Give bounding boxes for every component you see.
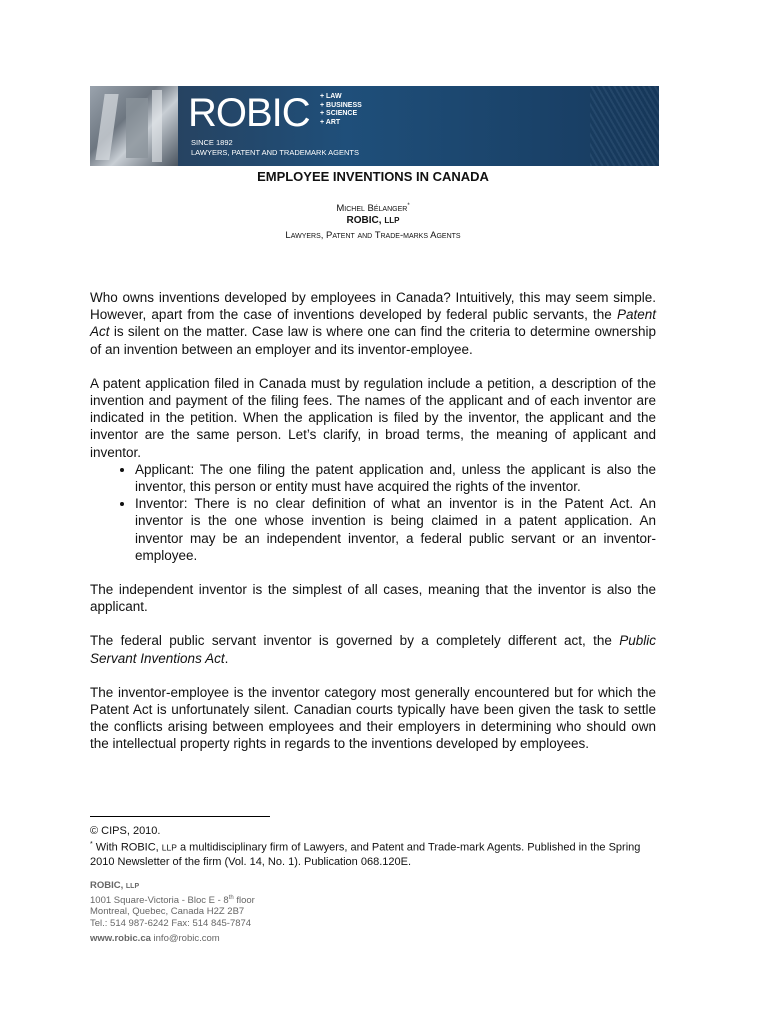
copyright-note: © CIPS, 2010.	[90, 825, 161, 837]
agents-text: LAWYERS, PATENT AND TRADEMARK AGENTS	[191, 148, 359, 157]
banner-photo	[90, 86, 178, 166]
paragraph-3: The independent inventor is the simplest of all cases, meaning that the inventor is also the applicant.	[90, 582, 656, 615]
author-name: Michel Bélanger	[336, 203, 408, 215]
tag-art: + ART	[320, 118, 341, 126]
since-text: SINCE 1892	[191, 138, 233, 147]
address-firm-name: ROBIC, LLP	[90, 880, 140, 891]
list-item: • Inventor: There is no clear definition of what an inventor is in the Patent Act. An inventor is the one whose invention is being claimed in a patent application. An inventor may be an independent inventor, a federal public servant or an inventor-employee.	[135, 495, 656, 564]
paragraph-4: The federal public servant inventor is governed by a completely different act, the Public Servant Inventions Act.	[90, 633, 656, 666]
firm-line	[0, 215, 746, 226]
address-links	[90, 933, 390, 945]
firm-name: ROBIC,	[346, 215, 382, 226]
address-line-1: 1001 Square-Victoria - Bloc E - 8th floor	[90, 894, 255, 906]
author-footnote-mark: *	[407, 203, 410, 209]
author-line	[0, 203, 746, 214]
banner-texture	[590, 86, 659, 166]
tag-business: + BUSINESS	[320, 101, 362, 109]
tag-science: + SCIENCE	[320, 110, 358, 117]
public-servant-act-emphasis: Public Servant Inventions Act	[90, 633, 656, 666]
document-title: EMPLOYEE INVENTIONS IN CANADA	[257, 169, 489, 184]
list-item: • Applicant: The one filing the patent application and, unless the applicant is also the inventor, this person or entity must have acquired the rights of the inventor.	[135, 461, 656, 495]
robic-banner	[90, 86, 659, 166]
firm-address	[90, 880, 390, 945]
tag-law: + LAW	[320, 93, 342, 100]
banner-since	[191, 138, 359, 158]
firm-subtitle: Lawyers, Patent and Trade-marks Agents	[285, 230, 461, 241]
firm-suffix: LLP	[384, 216, 400, 225]
patent-act-emphasis: Patent Act	[90, 307, 656, 340]
robic-logo: ROBIC	[188, 91, 310, 135]
author-footnote: * With ROBIC, LLP a multidisciplinary firm of Lawyers, and Patent and Trade-mark Agents. Published in the Spring 2010 Newsletter of the firm (Vol. 14, No. 1). Publication 068.120E.	[90, 841, 641, 868]
document-body	[90, 289, 656, 770]
paragraph-1: Who owns inventions developed by employees in Canada? Intuitively, this may seem simple. However, apart from the case of inventions developed by federal public servants, the Patent Act is silent on the matter. Case law is where one can find the criteria to determine ownership of an invention between an employer and its inventor-employee.	[90, 290, 656, 357]
footnotes	[90, 824, 660, 869]
paragraph-5: The inventor-employee is the inventor category most generally encountered but for which the Patent Act is unfortunately silent. Canadian courts typically have been given the task to settle the conflicts arising between employees and their employers in determining who should own the intellectual property rights in regards to the inventions developed by employees.	[90, 684, 656, 752]
paragraph-2: A patent application filed in Canada must by regulation include a petition, a description of the invention and payment of the filing fees. The names of the applicant and of each inventor are indicated in the petition. When the application is filed by the inventor, the applicant and the inventor are the same person. Let’s clarify, in broad terms, the meaning of applicant and inventor.	[90, 375, 656, 460]
definition-list	[90, 461, 656, 564]
email-link[interactable]: info@robic.com	[153, 933, 220, 945]
footnote-divider	[90, 816, 270, 817]
website-link[interactable]: www.robic.ca	[90, 933, 151, 945]
address-line-2: Montreal, Quebec, Canada H2Z 2B7	[90, 906, 245, 918]
banner-tags	[320, 93, 362, 127]
address-phone: Tel.: 514 987-6242 Fax: 514 845-7874	[90, 917, 252, 929]
